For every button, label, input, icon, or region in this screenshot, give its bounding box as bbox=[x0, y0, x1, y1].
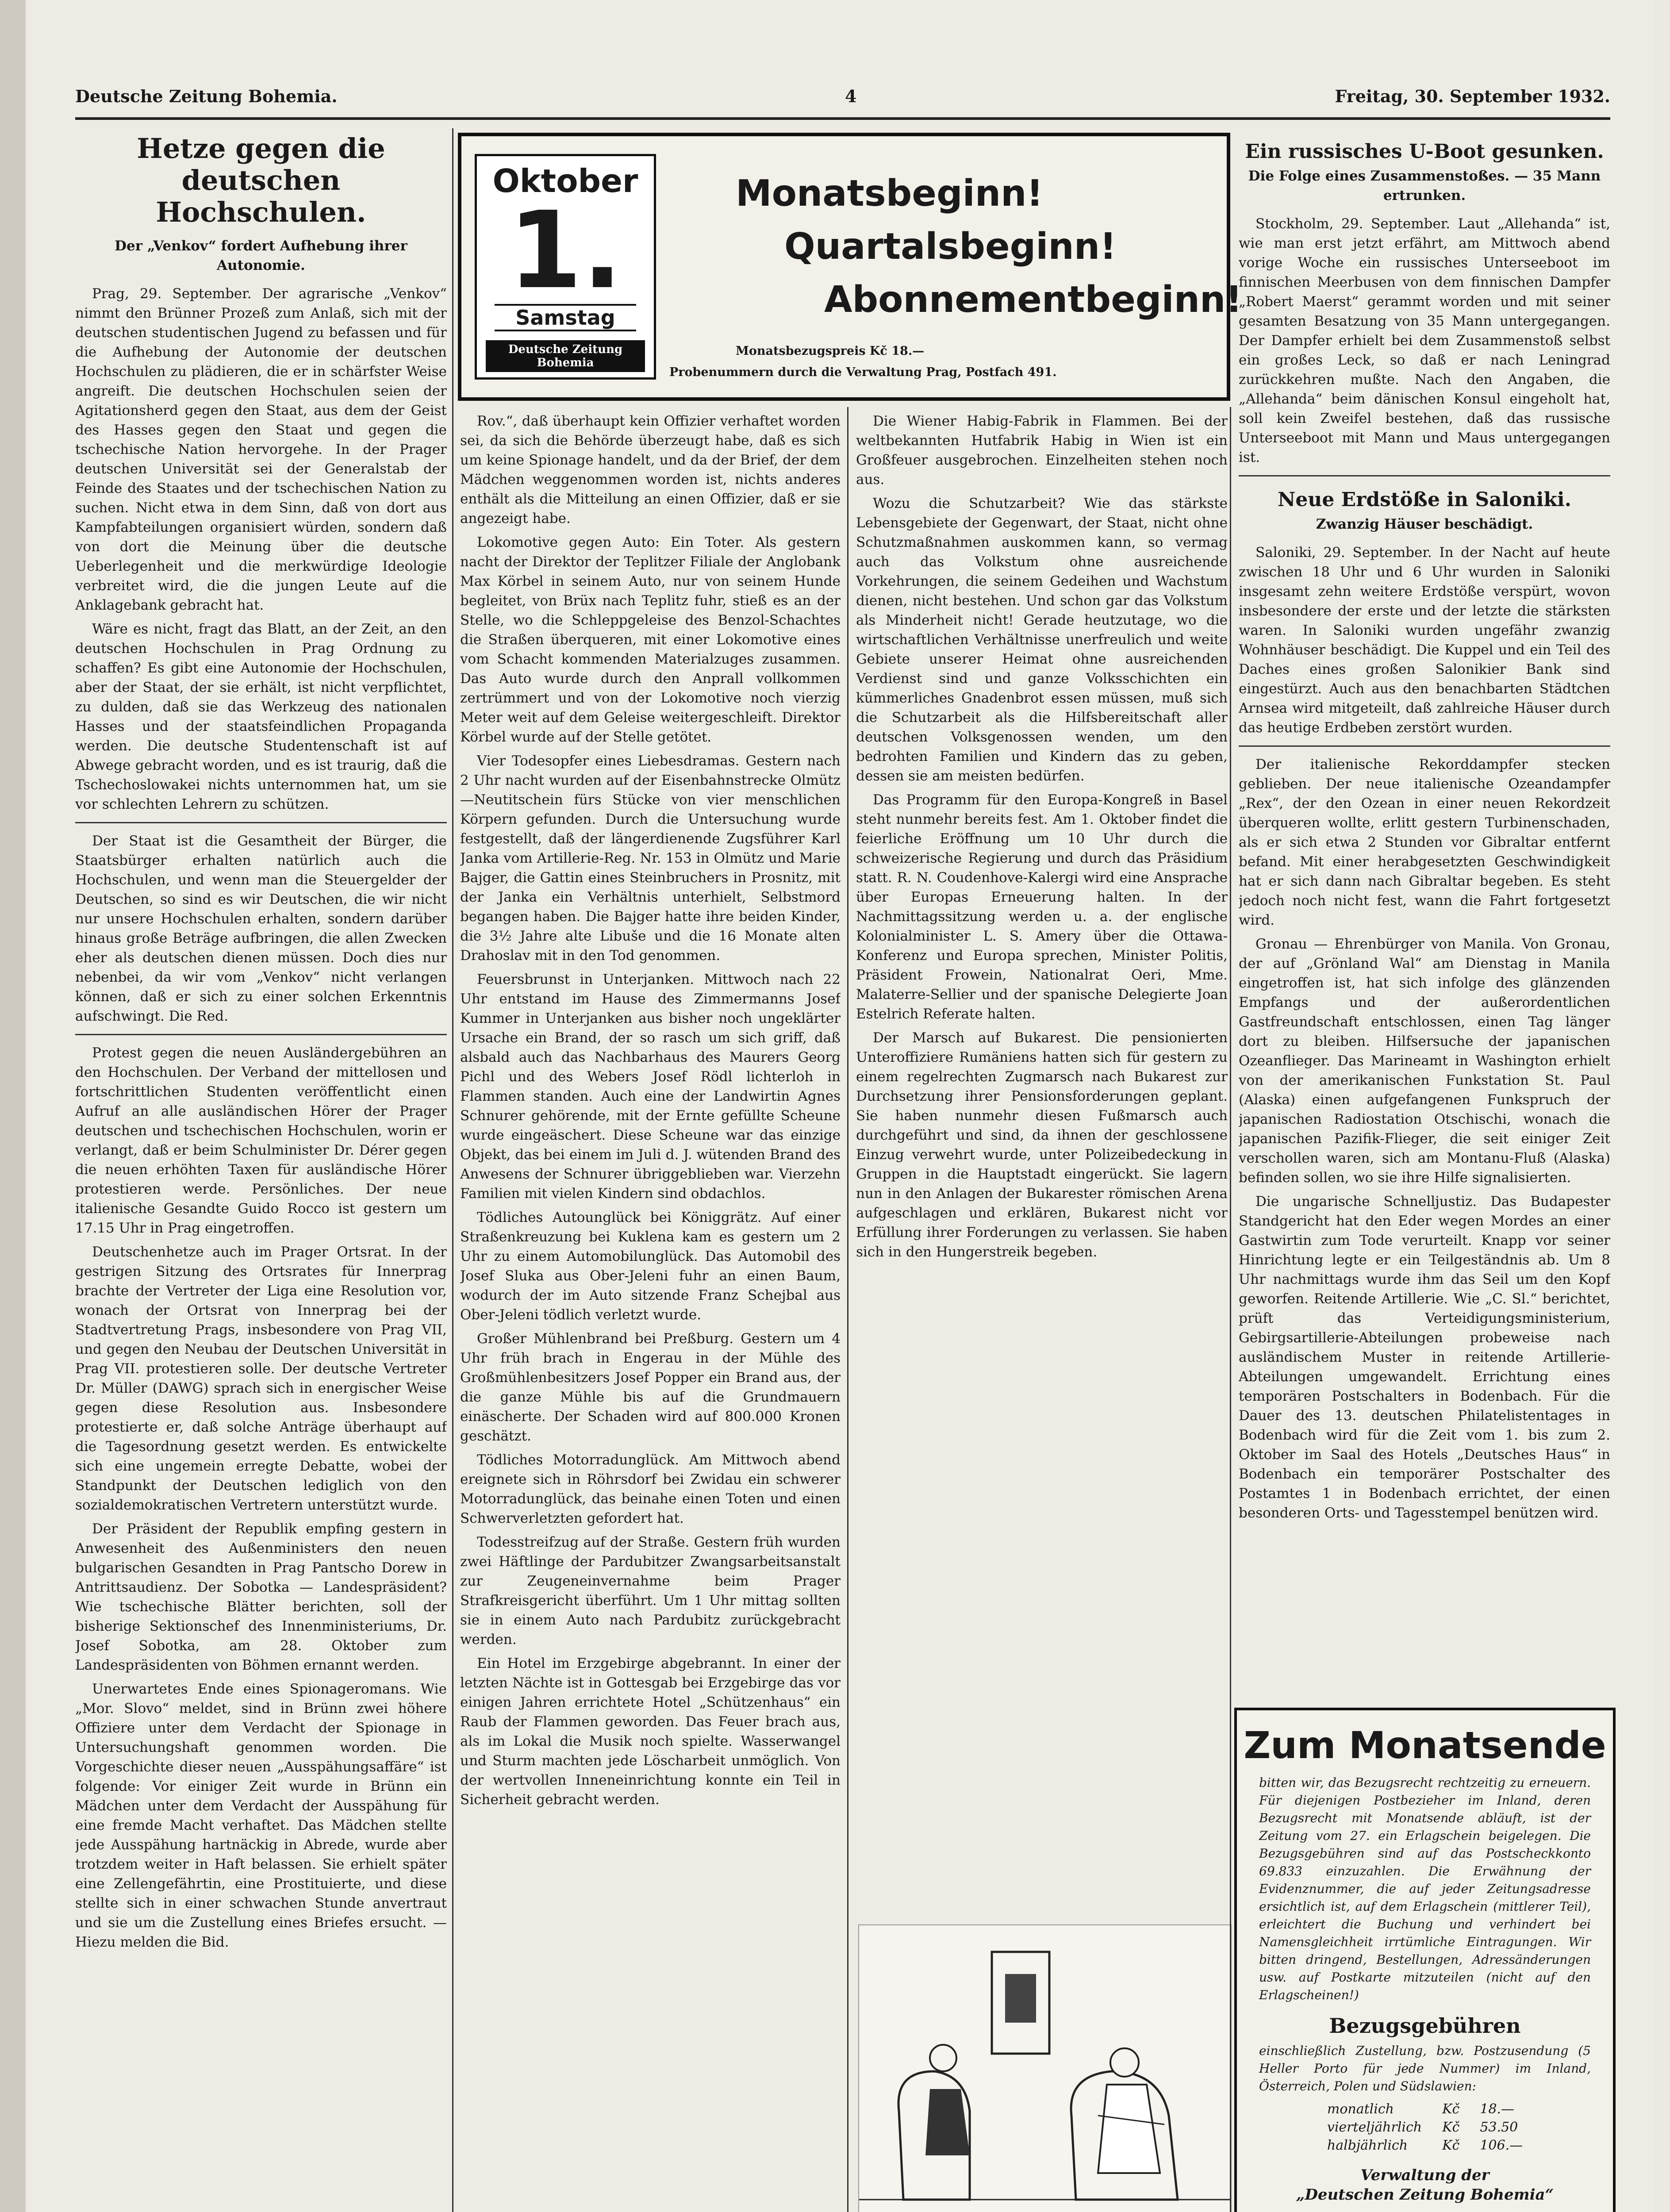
column-4 bbox=[1239, 128, 1610, 1694]
news-item: Rov.“, daß überhaupt kein Offizier verhaftet worden sei, da sich die Behörde überzeugt habe, daß es sich um keine Spionage handelt, und da der Brief, der dem Mädchen weggenommen worden ist, nichts anderes enthält als die Mitteilung an einen Offizier, daß er sie angezeigt habe. bbox=[460, 413, 841, 526]
fee-currency: Kč bbox=[1442, 2138, 1460, 2153]
notice-text: bitten wir, das Bezugsrecht rechtzeitig zu erneuern. Für diejenigen Postbezieher im Inland, deren Bezugsrecht mit Monatsende abläuft, ist der Zeitung vom 27. ein Erlagschein beigelegen. Die Bezugsgebühren sind auf das Postscheckkonto 69.833 einzuzahlen. Die Erwähnung der Evidenznummer, die auf jeder Zeitungsadresse ersichtlich ist, auf dem Erlagschein (mittlerer Teil), erleichtert die Buchung und verhindert bei Namensgleichheit irrtümliche Eintragungen. Wir bitten dringend, Bestellungen, Adressänderungen usw. auf Postkarte mitzuteilen (nicht auf den Erlagscheinen!) bbox=[1259, 1775, 1591, 2002]
subscription-notice bbox=[1234, 1708, 1616, 2212]
article-paragraph: Der Staat ist die Gesamtheit der Bürger, die Staatsbürger erhalten natürlich auch die Hochschulen, und wenn man die Steuergelder der Deutschen, so sind es wir Deutschen, die wir nicht nur unsere Hochschulen erhalten, sondern darüber hinaus große Beträge aufbringen, die allen Zwecken eher als deutschen dienen müssen. Doch dies nur nebenbei, da wir vom „Venkov“ nicht verlangen können, daß er sich zu einer solchen Erkenntnis aufschwingt. Die Red. bbox=[75, 833, 447, 1024]
issue-date: Freitag, 30. September 1932. bbox=[1335, 86, 1610, 106]
news-item: Das Programm für den Europa-Kongreß in Basel steht nunmehr bereits fest. Am 1. Oktober findet die feierliche Eröffnung um 10 Uhr durch die schweizerische Regierung und durch das Präsidium statt. R. N. Coudenhove-Kalergi wird eine Ansprache über Europas Erneuerung halten. In der Nachmittagssitzung werden u. a. der englische Kolonialminister L. S. Amery über die Ottawa-Konferenz und Europa sprechen, Minister Politis, Präsident Frowein, Nationalrat Oeri, Mme. Malaterre-Sellier und der spanische Delegierte Joan Estelrich Referate halten. bbox=[856, 792, 1228, 1022]
signature-line: „Deutschen Zeitung Bohemia“ bbox=[1296, 2186, 1554, 2204]
fee-value: 106.— bbox=[1480, 2138, 1523, 2153]
article-paragraph: Stockholm, 29. September. Laut „Allehanda“ ist, wie man erst jetzt erfährt, am Mittwoch abend vorige Woche ein russisches Unterseeboot im finnischen Meerbusen von dem finnischen Dampfer „Robert Maerst“ gerammt worden und mit seiner gesamten Besatzung von 35 Mann untergegangen. Der Dampfer erhielt bei dem Zusammenstoß selbst ein großes Leck, so daß er nach Leningrad zurückkehren mußte. Nach den Angaben, die „Allehanda“ beim dänischen Konsul eingeholt hat, soll kein Zweifel bestehen, daß das russische Unterseeboot mit Mann und Maus untergegangen ist. bbox=[1239, 216, 1610, 465]
news-item: Tödliches Motorradunglück. Am Mittwoch abend ereignete sich in Röhrsdorf bei Zwidau ein schwerer Motorradunglück, das beinahe einen Toten und einen Schwerverletzten gefordert hat. bbox=[460, 1452, 841, 1526]
news-item: Die Wiener Habig-Fabrik in Flammen. Bei der weltbekannten Hutfabrik Habig in Wien ist ein Großfeuer ausgebrochen. Einzelheiten stehen noch aus. bbox=[856, 413, 1228, 488]
column-rule bbox=[452, 128, 453, 2212]
headline-uboot: Ein russisches U-Boot gesunken. bbox=[1245, 140, 1604, 163]
news-item: Unerwartetes Ende eines Spionageromans. Wie „Mor. Slovo“ meldet, sind in Brünn zwei höhere Offiziere unter dem Verdacht der Spionage in Untersuchungshaft genommen worden. Die Vorgeschichte dieser neuen „Ausspähungsaffäre“ ist folgende: Vor einiger Zeit wurde in Brünn ein Mädchen unter dem Verdacht der Ausspähung für eine fremde Macht verhaftet. Das Mädchen stellte jede Ausspähung hartnäckig in Abrede, wurde aber trotzdem weiter in Haft belassen. Sie erhielt später eine Zellengefährtin, eine Prostituierte, und diese stellte sich in einer schwachen Stunde anvertraut und sie um die Zustellung eines Briefes ersucht. — Hiezu melden die Bid. bbox=[75, 1681, 447, 1950]
news-item: Die ungarische Schnelljustiz. Das Budapester Standgericht hat den Eder wegen Mordes an einer Gastwirtin zum Tode verurteilt. Knapp vor seiner Hinrichtung legte er ein Teilgeständnis ab. Um 8 Uhr nachmittags wurde ihm das Seil um den Kopf geworfen. Reitende Artillerie. Wie „C. Sl.“ berichtet, prüft das Verteidigungsministerium, Gebirgsartillerie-Abteilungen probeweise nach ausländischem Muster in reitende Artillerie-Abteilungen umgewandelt. Errichtung eines temporären Postschalters in Bodenbach. Für die Dauer des 13. deutschen Philatelistentages in Bodenbach wird für die Zeit vom 1. bis zum 2. Oktober im Saal des Hotels „Deutsches Haus“ in Bodenbach ein temporärer Postschalter des Postamtes 1 in Bodenbach errichtet, der einen besonderen Orts- und Tagesstempel benützen wird. bbox=[1239, 1194, 1610, 1521]
ad-slogans bbox=[736, 167, 1242, 326]
news-item: Wozu die Schutzarbeit? Wie das stärkste Lebensgebiete der Gegenwart, der Staat, nicht ohne Schutzmaßnahmen auskommen kann, so vermag auch das Volkstum ohne ausreichende Vorkehrungen, die seinem Gedeihen und Wachstum dienen, nicht bestehen. Und schon gar das Volkstum als Minderheit nicht! Gerade heutzutage, wo die wirtschaftlichen Verhältnisse unerfreulich und weite Gebiete unserer Heimat ohne ausreichenden Verdienst sind und ganze Volksschichten ein kümmerliches Gnadenbrot essen müssen, muß sich die Schutzarbeit als die Hilfsbereitschaft aller deutschen Volksgenossen wenden, um den bedrohten Familien und Kindern das zu geben, dessen sie am meisten bedürfen. bbox=[856, 495, 1228, 784]
notice-signature bbox=[1237, 2166, 1613, 2204]
news-item: Gronau — Ehrenbürger von Manila. Von Gronau, der auf „Grönland Wal“ am Dienstag in Manila eingetroffen ist, hat sich infolge des glänzenden Empfangs und der außerordentlichen Gastfreundschaft entschlossen, einen Tag länger dort zu bleiben. Hilfsersuche der japanischen Ozeanflieger. Das Marineamt in Washington erhielt von der amerikanischen Funkstation St. Paul (Alaska) einen aufgefangenen Funkspruch der japanischen Radiostation Otschischi, wonach die japanischen Pazifik-Flieger, die seit einiger Zeit verschollen waren, sich am Montanu-Fluß (Alaska) befinden sollen, wo sie ihre Hilfe signalisierten. bbox=[1239, 936, 1610, 1186]
subheadline-venkov: Der „Venkov“ fordert Aufhebung ihrer Autonomie. bbox=[115, 238, 407, 273]
cartoon bbox=[858, 1924, 1232, 2212]
column-3 bbox=[856, 411, 1228, 1916]
headline-hochschulen: Hetze gegen die deutschen Hochschulen. bbox=[137, 132, 385, 228]
masthead-line bbox=[75, 82, 1610, 120]
fee-value: 18.— bbox=[1480, 2101, 1515, 2117]
fees-row bbox=[1317, 2101, 1532, 2118]
slogan-month: Monatsbeginn! bbox=[736, 173, 1043, 215]
article-paragraph: Saloniki, 29. September. In der Nacht auf heute zwischen 18 Uhr und 6 Uhr wurden in Saloniki insgesamt zehn weitere Erdstöße verspürt, wovon insbesondere der erste und der letzte die stärksten waren. In Saloniki wurden ungefähr zwanzig Wohnhäuser beschädigt. Die Kuppel und ein Teil des Daches eines großen Salonikier Bank sind eingestürzt. Auch aus den benachbarten Städtchen Arnsea wird mitgeteilt, daß zahlreiche Häuser durch das heutige Erdbeben zerstört wurden. bbox=[1239, 545, 1610, 736]
headline-saloniki: Neue Erdstöße in Saloniki. bbox=[1278, 488, 1571, 511]
fees-row bbox=[1317, 2137, 1532, 2154]
fee-value: 53.50 bbox=[1480, 2120, 1518, 2135]
ad-sample-note: Probenummern durch die Verwaltung Prag, Postfach 491. bbox=[669, 365, 1057, 379]
subscription-ad bbox=[458, 133, 1242, 401]
calendar-month: Oktober bbox=[492, 162, 638, 200]
divider bbox=[75, 1034, 447, 1035]
fee-currency: Kč bbox=[1442, 2101, 1460, 2117]
fees-title: Bezugsgebühren bbox=[1329, 2014, 1521, 2038]
fee-currency: Kč bbox=[1442, 2120, 1460, 2135]
column-rule bbox=[847, 407, 848, 2212]
fees-note: einschließlich Zustellung, bzw. Postzusendung (5 Heller Porto für jede Nummer) im Inland, Österreich, Polen und Südslawien: bbox=[1259, 2043, 1591, 2093]
signature-line: Verwaltung der bbox=[1360, 2166, 1490, 2184]
fees-row bbox=[1317, 2119, 1532, 2136]
cartoon-drawing bbox=[859, 1925, 1231, 2212]
slogan-quarter: Quartalsbeginn! bbox=[784, 226, 1117, 268]
subheadline-uboot: Die Folge eines Zusammenstoßes. — 35 Mann ertrunken. bbox=[1248, 168, 1601, 204]
news-item: Großer Mühlenbrand bei Preßburg. Gestern um 4 Uhr früh brach in Engerau in der Mühle des Großmühlenbesitzers Josef Popper ein Brand aus, der die ganze Mühle bis auf die Grundmauern einäscherte. Der Schaden wird auf 800.000 Kronen geschätzt. bbox=[460, 1331, 841, 1444]
subheadline-saloniki: Zwanzig Häuser beschädigt. bbox=[1316, 516, 1533, 532]
news-item: Ein Hotel im Erzgebirge abgebrannt. In einer der letzten Nächte ist in Gottesgab bei Erzgebirge das vor einigen Jahren errichtete Hotel „Schützenhaus“ ein Raub der Flammen geworden. Das Feuer brach aus, als im Lokal die Musik noch spielte. Wasserwangel und Sturm machten jede Löscharbeit unmöglich. Von der wertvollen Inneneinrichtung konnte ein Teil in Sicherheit gebracht werden. bbox=[460, 1655, 841, 1808]
calendar-day: 1. bbox=[508, 188, 623, 312]
news-item: Der Präsident der Republik empfing gestern in Anwesenheit des Außenministers den neuen bulgarischen Gesandten in Prag Pantscho Dorew in Antrittsaudienz. Der Sobotka — Landespräsident? Wie tschechische Blätter berichten, soll der bisherige Sektionschef des Innenministeriums, Dr. Josef Sobotka, am 28. Oktober zum Landespräsidenten von Böhmen ernannt werden. bbox=[75, 1521, 447, 1673]
article-paragraph: Prag, 29. September. Der agrarische „Venkov“ nimmt den Brünner Prozeß zum Anlaß, sich mit der deutschen studentischen Jugend zu befassen und für die Aufhebung der Autonomie der deutschen Hochschulen zu plädieren, die er in schärfster Weise angreift. Die deutschen Hochschulen seien der Agitationsherd gegen den Staat, aus dem der Geist des Hasses gegen den Staat und gegen die tschechische Nation hervorgehe. In der Prager deutschen Universität sei der Generalstab der Feinde des Staates und der tschechischen Nation zu suchen. Nicht etwa in dem Sinn, daß von dort aus Kampfabteilungen organisiert würden, sondern daß von dort die Meinung über die deutsche Ueberlegenheit und die merkwürdige Ideologie verbreitet wird, die die jungen Leute auf die Anklagebank gebracht hat. bbox=[75, 286, 447, 613]
column-1 bbox=[75, 128, 447, 2212]
news-item: Protest gegen die neuen Ausländergebühren an den Hochschulen. Der Verband der mittellosen und fortschrittlichen Studenten veröffentlicht einen Aufruf an alle ausländischen Hörer der Prager deutschen und tschechischen Hochschulen, worin er verlangt, daß er beim Schulminister Dr. Dérer gegen die neuen erhöhten Taxen für ausländische Hörer protestieren werde. Persönliches. Der neue italienische Gesandte Guido Rocco ist gestern um 17.15 Uhr in Prag eingetroffen. bbox=[75, 1045, 447, 1236]
column-rule bbox=[1230, 407, 1231, 2212]
ad-price: Monatsbezugspreis Kč 18.— bbox=[736, 344, 925, 358]
calendar-publisher: Deutsche Zeitung Bohemia bbox=[486, 340, 645, 372]
news-item: Der italienische Rekorddampfer stecken geblieben. Der neue italienische Ozeandampfer „Rex“, der den Ozean in einer neuen Rekordzeit überqueren wollte, erlitt gestern Turbinenschaden, als er sich etwa 2 Stunden vor Gibraltar entfernt befand. Mit einer herabgesetzten Geschwindigkeit hat er sich dann nach Gibraltar begeben. Es steht jedoch noch nicht fest, wann die Fahrt fortgesetzt wird. bbox=[1239, 757, 1610, 928]
news-item: Todesstreifzug auf der Straße. Gestern früh wurden zwei Häftlinge der Pardubitzer Zwangsarbeitsanstalt zur Zeugeneinvernahme beim Prager Strafkreisgericht überführt. Um 1 Uhr mittag sollten sie in einem Auto nach Pardubitz zurückgebracht werden. bbox=[460, 1534, 841, 1647]
slogan-subscription: Abonnementbeginn! bbox=[824, 279, 1242, 321]
page-edge-strip bbox=[0, 0, 26, 2212]
calendar-weekday: Samstag bbox=[495, 304, 636, 331]
notice-title: Zum Monatsende bbox=[1244, 1724, 1606, 1767]
article-paragraph: Wäre es nicht, fragt das Blatt, an der Zeit, an den deutschen Hochschulen in Prag Ordnung zu schaffen? Es gibt eine Autonomie der Hochschulen, aber der Staat, der sie erhält, ist nicht verpflichtet, zu dulden, daß sie das Werkzeug des nationalen Hasses und der staatsfeindlichen Propaganda werden. Die deutsche Studentenschaft ist auf Abwege gebracht worden, und es ist traurig, daß die Tschechoslowakei nichts unternommen hat, um sie vor schlechten Lehrern zu schützen. bbox=[75, 621, 447, 812]
news-item: Der Marsch auf Bukarest. Die pensionierten Unteroffiziere Rumäniens hatten sich für gestern zu einem regelrechten Zugmarsch nach Bukarest zur Durchsetzung ihrer Pensionsforderungen geplant. Sie haben nunmehr diesen Fußmarsch auch durchgeführt und sind, da ihnen der geschlossene Einzug verwehrt wurde, unter Polizeibedeckung in Gruppen in die Hauptstadt eingerückt. Sie lagern nun in den Anlagen der Bukarester römischen Arena aufgeschlagen und erklären, Bukarest nicht vor Erfüllung ihrer Forderungen zu verlassen. Sie haben sich in den Hungerstreik begeben. bbox=[856, 1030, 1228, 1260]
news-item: Vier Todesopfer eines Liebesdramas. Gestern nach 2 Uhr nacht wurden auf der Eisenbahnstrecke Olmütz—Neutitschein fürs Stücke von vier menschlichen Körpern gefunden. Durch die Untersuchung wurde festgestellt, daß der längerdienende Zugsführer Karl Janka vom Artillerie-Reg. Nr. 153 in Olmütz und Marie Bajger, die Gattin eines Steinbruchers in Prosnitz, mit der Janka ein Verhältnis unterhielt, Selbstmord begangen haben. Die Bajger hatte ihre beiden Kinder, die 3½ Jahre alte Libuše und die 16 Monate alten Drahoslav mit in den Tod genommen. bbox=[460, 753, 841, 964]
fee-label: halbjährlich bbox=[1327, 2138, 1408, 2153]
calendar-sheet bbox=[475, 154, 656, 380]
news-item: Feuersbrunst in Unterjanken. Mittwoch nach 22 Uhr entstand im Hause des Zimmermanns Josef Kummer in Unterjanken aus bisher noch ungeklärter Ursache ein Brand, der so rasch um sich griff, daß alsbald auch das Nachbarhaus des Maurers Georg Pichl und des Webers Josef Rödl lichterloh in Flammen standen. Auch eine der Landwirtin Agnes Schnurer gehörende, mit der Ernte gefüllte Scheune wurde eingeäschert. Diese Scheune war das einzige Objekt, das bei einem im Juli d. J. wütenden Brand des Anwesens der Schnurer übriggeblieben war. Vierzehn Familien mit vielen Kindern sind obdachlos. bbox=[460, 972, 841, 1202]
divider bbox=[1239, 745, 1610, 747]
fee-label: vierteljährlich bbox=[1327, 2120, 1422, 2135]
paper-name: Deutsche Zeitung Bohemia. bbox=[75, 86, 338, 106]
divider bbox=[1239, 475, 1610, 476]
page-number: 4 bbox=[845, 86, 857, 106]
divider bbox=[75, 822, 447, 823]
fee-label: monatlich bbox=[1327, 2101, 1394, 2117]
column-2 bbox=[460, 411, 841, 2212]
news-item: Tödliches Autounglück bei Königgrätz. Auf einer Straßenkreuzung bei Kuklena kam es gestern um 2 Uhr zu einem Automobilunglück. Das Automobil des Josef Sluka aus Ober-Jeleni fuhr an einen Baum, wodurch der im Auto sitzende Franz Schejbal aus Ober-Jeleni tödlich verletzt wurde. bbox=[460, 1210, 841, 1323]
news-item: Deutschenhetze auch im Prager Ortsrat. In der gestrigen Sitzung des Ortsrates für Innerprag brachte der Vertreter der Liga eine Resolution vor, wonach der Ortsrat von Innerprag bei der Stadtvertretung Prags, insbesondere von Prag VII, und gegen den Neubau der Deutschen Universität in Prag VII. protestieren solle. Der deutsche Vertreter Dr. Müller (DAWG) sprach sich in energischer Weise gegen diese Resolution aus. Insbesondere protestierte er, daß solche Anträge überhaupt auf die Tagesordnung gesetzt werden. Es entwickelte sich eine ungemein erregte Debatte, wobei der Standpunkt der Deutschen lediglich von den sozialdemokratischen Vertretern unterstützt wurde. bbox=[75, 1244, 447, 1513]
news-item: Lokomotive gegen Auto: Ein Toter. Als gestern nacht der Direktor der Teplitzer Filiale der Angloban​k Max Körbel in seinem Auto, nur von seinem Hunde begleitet, von Brüx nach Teplitz fuhr, stieß es an der Stelle, wo die Schleppgeleise des Benzol-Schachtes die Straßen überqueren, mit einer Lokomotive eines vom Schacht kommenden Materialzuges zusammen. Das Auto wurde durch den Anprall vollkommen zertrümmert und von der Lokomotive noch vierzig Meter weit auf dem Geleise weitergeschleift. Direktor Körbel wurde auf der Stelle getötet. bbox=[460, 534, 841, 745]
fees-table bbox=[1317, 2100, 1533, 2155]
